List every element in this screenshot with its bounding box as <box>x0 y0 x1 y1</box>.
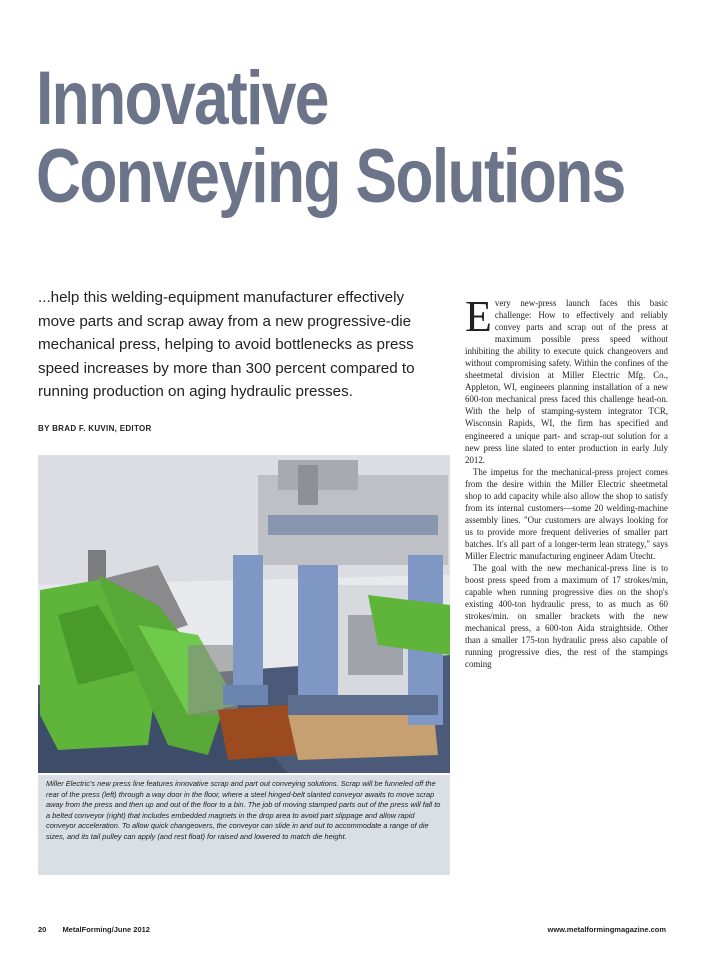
title-line-1: Innovative <box>36 56 328 141</box>
article-deck: ...help this welding-equipment manufacturer effectively move parts and scrap away from a new progressive-die mechanical press, helping to avoid bottlenecks as press speed increases by more than 300 percent compared to running production on aging hydraulic presses. <box>38 289 415 400</box>
body-paragraph-text: very new-press launch faces this basic challenge: How to effectively and reliably convey parts and scrap out of the press at maximum possible press speed without inhibiting the ability to execute quick changeovers and without compromising safety. Within the confines of the sheetmetal division at Miller Electric Mfg. Co., Appleton, WI, engineers planning installation of a new 600-ton mechanical press faced this challenge head-on. With the help of stamping-system integrator TCR, Wisconsin Rapids, WI, the firm has specified and engineered a unique part- and scrap-out solution for a new press line slated to enter production in early July 2012. <box>465 298 668 465</box>
byline: BY BRAD F. KUVIN, EDITOR <box>38 424 152 433</box>
title-line-2: Conveying Solutions <box>36 134 625 219</box>
body-paragraph: The impetus for the mechanical-press project comes from the desire within the Miller Electric sheetmetal shop to add capacity while also allow the shop to satisfy from its internal customers—some 20 welding-machine assembly lines. "Our customers are always looking for us to provide more frequent deliveries of smaller part batches. It's all part of a longer-term lean strategy," says Miller Electric manufacturing engineer Adam Utecht. <box>465 466 668 561</box>
figure-caption: Miller Electric's new press line features innovative scrap and part out conveying solutions. Scrap will be funneled off the rear of the press (left) through a way door in the floor, where a steel hinged-belt slanted conveyor awaits to move scrap away from the press and then up and out of the floor to a bin. The job of moving stamped parts out of the press will fall to a belted conveyor (right) that includes embedded magnets in the drop area to avoid part slippage and allow rapid conveyor acceleration. To allow quick changeovers, the conveyor can slide in and out to accommodate a range of die sizes, and its tail pulley can apply (and rest float) for raised and lowered to match die height. <box>38 775 450 875</box>
press-line-rendering <box>38 455 450 773</box>
website-link[interactable]: www.metalformingmagazine.com <box>547 925 666 934</box>
body-text <box>465 297 668 909</box>
body-paragraph <box>465 297 668 466</box>
page-number: 20 <box>38 925 47 934</box>
issue-label: MetalForming/June 2012 <box>62 925 150 934</box>
body-paragraph: The goal with the new mechanical-press line is to boost press speed from a maximum of 17 strokes/min, capable when running progressive dies on the shop's existing 400-ton hydraulic press, to as much as 60 strokes/min. on smaller brackets with the new mechanical press, a 600-ton Aida straightside. Other than a smaller 175-ton hydraulic press also capable of running progressive dies, the rest of the stampings coming <box>465 563 668 670</box>
article-title <box>36 56 625 219</box>
footer-left <box>38 925 150 934</box>
drop-cap: E <box>465 297 492 341</box>
